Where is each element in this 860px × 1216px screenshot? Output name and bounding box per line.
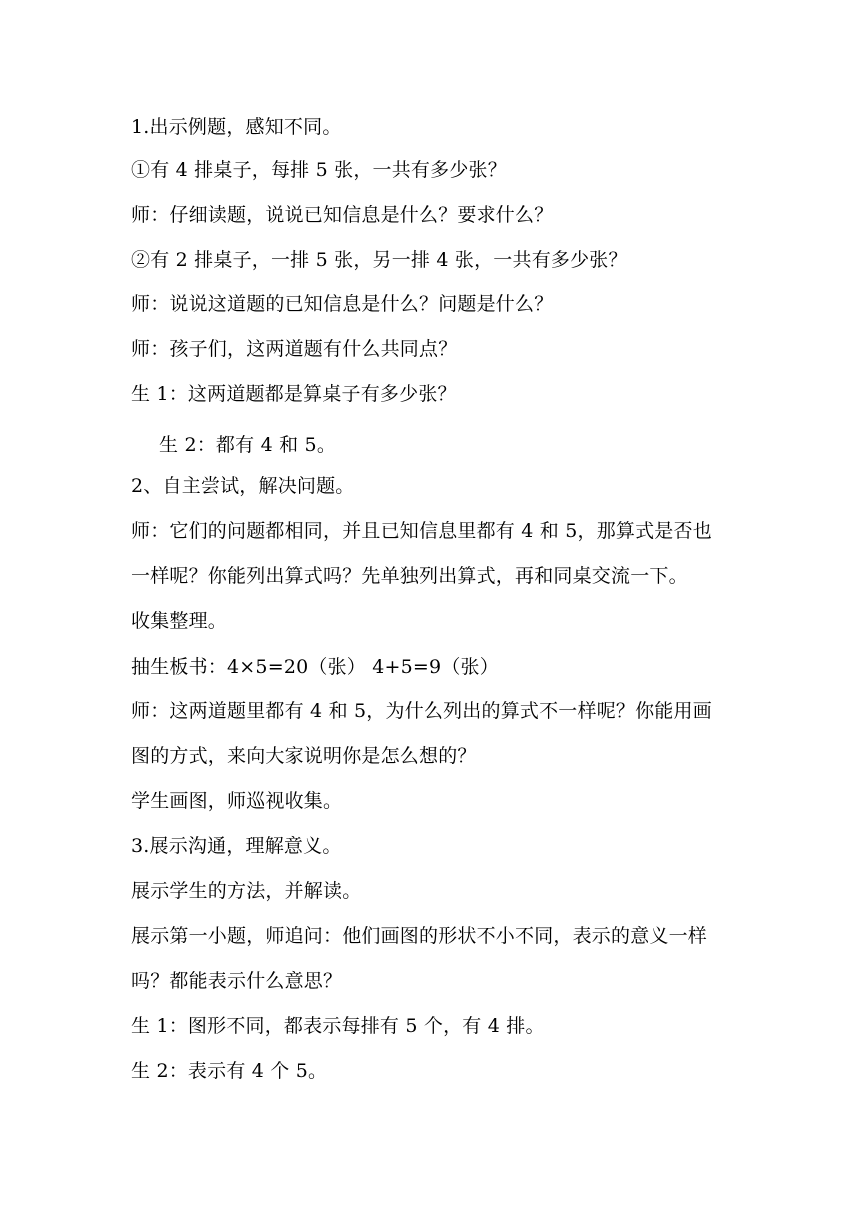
paragraph-text: 学生画图，师巡视收集。 [131,790,343,812]
heading-step-1: 1.出示例题，感知不同。 [131,116,342,138]
heading-step-3: 3.展示沟通，理解意义。 [131,835,342,857]
student-answer: 生 2：都有 4 和 5。 [159,434,337,456]
paragraph-text: 收集整理。 [131,610,228,632]
teacher-prompt: 师：仔细读题，说说已知信息是什么？要求什么？ [131,204,554,226]
teacher-prompt: 师：孩子们，这两道题有什么共同点？ [131,338,458,360]
example-problem-1: ①有 4 排桌子，每排 5 张，一共有多少张？ [131,159,507,181]
board-writing: 抽生板书：4×5=20（张） 4+5=9（张） [131,656,499,678]
student-answer: 生 2：表示有 4 个 5。 [131,1060,328,1082]
teacher-prompt: 展示第一小题，师追问：他们画图的形状不小不同，表示的意义一样 [131,925,708,947]
teacher-prompt: 师：它们的问题都相同，并且已知信息里都有 4 和 5，那算式是否也 [131,520,712,542]
teacher-prompt-continued: 图的方式，来向大家说明你是怎么想的？ [131,745,477,767]
student-answer: 生 1：这两道题都是算桌子有多少张？ [131,383,457,405]
teacher-prompt: 师：这两道题里都有 4 和 5，为什么列出的算式不一样呢？你能用画 [131,700,712,722]
teacher-prompt: 师：说说这道题的已知信息是什么？问题是什么？ [131,293,554,315]
student-answer: 生 1：图形不同，都表示每排有 5 个，有 4 排。 [131,1015,545,1037]
example-problem-2: ②有 2 排桌子，一排 5 张，另一排 4 张，一共有多少张？ [131,249,628,271]
teacher-prompt-continued: 一样呢？你能列出算式吗？先单独列出算式，再和同桌交流一下。 [131,565,688,587]
teacher-prompt-continued: 吗？都能表示什么意思？ [131,970,343,992]
paragraph-text: 展示学生的方法，并解读。 [131,880,362,902]
heading-step-2: 2、自主尝试，解决问题。 [131,475,355,497]
